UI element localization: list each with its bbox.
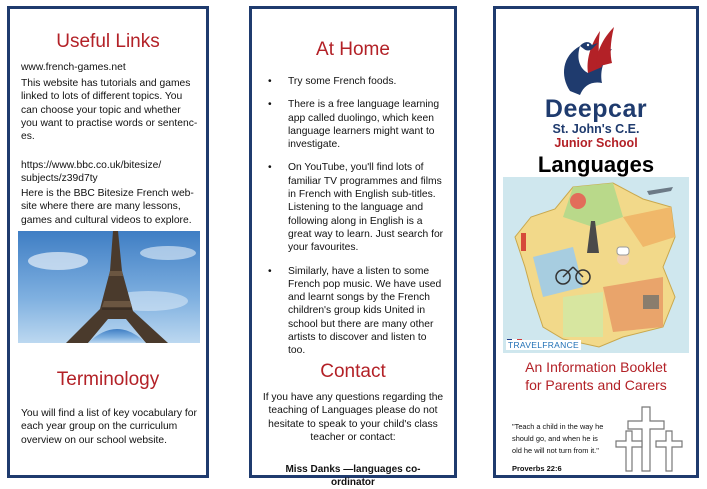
school-name-junior: Junior School xyxy=(554,136,638,150)
bullet-icon: • xyxy=(268,99,272,111)
bible-quote: "Teach a child in the way he should go, and when he is old he will not turn from it." xyxy=(512,422,604,455)
languages-title: Languages xyxy=(537,152,655,177)
list-item: • Similarly, have a listen to some French pop music. We have used and learnt songs by the French children's group kids United in school but there are many other artists to discover and listen to too. xyxy=(268,265,442,357)
bullet-icon: • xyxy=(268,265,272,277)
bbc-bitesize-link xyxy=(21,159,199,186)
bbc-link-line1: https://www.bbc.co.uk/bitesize/ xyxy=(21,160,162,171)
list-item: • There is a free language learning app called duolingo, which keen language learners might want to investigate. xyxy=(268,99,440,151)
travel-france-badge: TRAVELFRANCE xyxy=(508,340,579,350)
useful-links-panel xyxy=(7,6,209,478)
french-games-link: www.french-games.net xyxy=(21,62,126,73)
list-item: • On YouTube, you'll find lots of familiar TV programmes and films in French with English sub-titles. Listening to the language and following along in English is a great way to learn. Just search for your favourites. xyxy=(268,162,444,254)
at-home-heading: At Home xyxy=(316,39,390,60)
at-home-panel xyxy=(249,6,457,488)
booklet-subtitle-line1: An Information Booklet xyxy=(525,359,667,375)
terminology-text: You will find a list of key vocabulary for each year group on the curriculum overview on our school website. xyxy=(21,408,197,446)
list-item: • Try some French foods. xyxy=(268,76,397,87)
useful-links-heading: Useful Links xyxy=(56,31,160,52)
eiffel-tower-photo xyxy=(18,231,200,343)
school-name-st-johns: St. John's C.E. xyxy=(552,122,640,136)
contact-text: If you have any questions regarding the teaching of Languages please do not hesitate to speak to your child's class teacher or contact: xyxy=(262,392,444,443)
bible-quote-reference: Proverbs 22:6 xyxy=(512,464,562,473)
france-map-illustration xyxy=(503,177,689,353)
eagle-logo-icon xyxy=(540,21,630,101)
school-name-deepcar: Deepcar xyxy=(544,95,648,123)
bbc-link-line2: subjects/z39d7ty xyxy=(21,173,98,185)
at-home-list xyxy=(260,75,446,368)
booklet-subtitle-line2: for Parents and Carers xyxy=(525,377,667,393)
contact-name: Miss Danks —languages co- ordinator xyxy=(285,464,421,488)
bbc-bitesize-description: Here is the BBC Bitesize French web-site where there are many lessons, games and cultural videos to explore. xyxy=(21,188,194,226)
bullet-icon: • xyxy=(268,162,272,174)
crosses-icon xyxy=(614,405,694,473)
terminology-heading: Terminology xyxy=(56,369,160,390)
bullet-icon: • xyxy=(268,76,272,87)
contact-heading: Contact xyxy=(320,361,386,382)
french-games-description: This website has tutorials and games linked to lots of different topics. You can choose your topic and whether you want to practise words or sentenc-es. xyxy=(21,78,198,143)
cover-panel xyxy=(493,6,699,478)
